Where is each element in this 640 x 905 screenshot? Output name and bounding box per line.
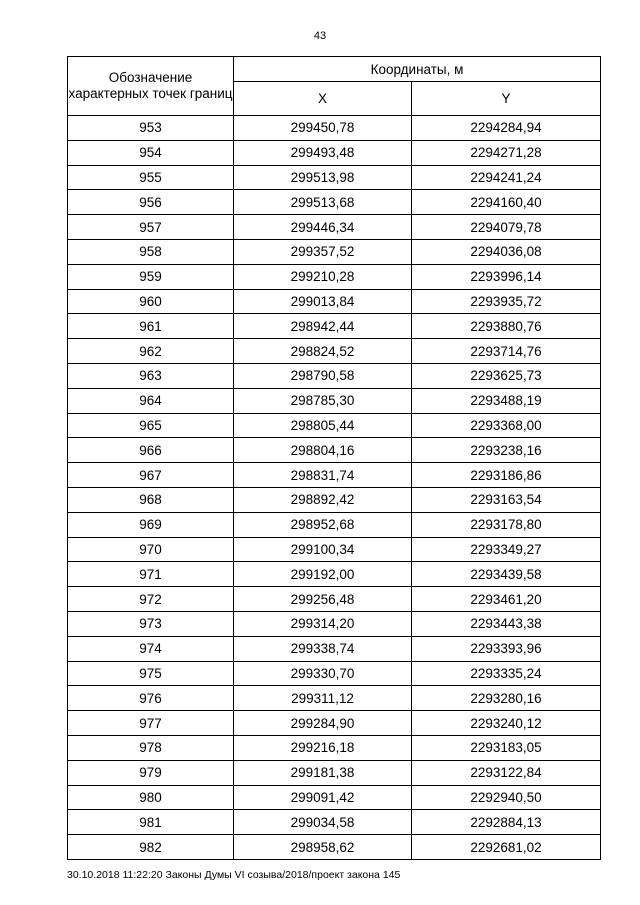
x-cell: 298805,44 [234, 413, 412, 438]
y-cell: 2294036,08 [412, 239, 601, 264]
point-cell: 980 [68, 785, 234, 810]
x-cell: 299091,42 [234, 785, 412, 810]
point-cell: 965 [68, 413, 234, 438]
point-cell: 970 [68, 537, 234, 562]
table-row [68, 339, 601, 364]
y-cell: 2293443,38 [412, 611, 601, 636]
point-cell: 968 [68, 487, 234, 512]
x-cell: 299216,18 [234, 735, 412, 760]
y-cell: 2293996,14 [412, 264, 601, 289]
table-row [68, 661, 601, 686]
x-cell: 299513,98 [234, 165, 412, 190]
table-row [68, 636, 601, 661]
y-cell: 2293393,96 [412, 636, 601, 661]
y-cell: 2293178,80 [412, 512, 601, 537]
point-cell: 955 [68, 165, 234, 190]
y-cell: 2293335,24 [412, 661, 601, 686]
x-cell: 299192,00 [234, 562, 412, 587]
x-cell: 298952,68 [234, 512, 412, 537]
table-row [68, 587, 601, 612]
point-cell: 979 [68, 760, 234, 785]
point-cell: 973 [68, 611, 234, 636]
x-cell: 299513,68 [234, 190, 412, 215]
header-y: Y [412, 82, 601, 116]
table-row [68, 215, 601, 240]
y-cell: 2293714,76 [412, 339, 601, 364]
x-cell: 299210,28 [234, 264, 412, 289]
table-row [68, 562, 601, 587]
point-cell: 966 [68, 438, 234, 463]
point-cell: 961 [68, 314, 234, 339]
point-cell: 958 [68, 239, 234, 264]
table-row [68, 116, 601, 141]
point-cell: 982 [68, 835, 234, 860]
y-cell: 2293163,54 [412, 487, 601, 512]
y-cell: 2293439,58 [412, 562, 601, 587]
point-cell: 981 [68, 810, 234, 835]
table-row [68, 487, 601, 512]
y-cell: 2293488,19 [412, 388, 601, 413]
header-point-name: Обозначение характерных точек границ [68, 57, 234, 116]
table-body [68, 116, 601, 860]
y-cell: 2294079,78 [412, 215, 601, 240]
y-cell: 2294284,94 [412, 116, 601, 141]
x-cell: 299338,74 [234, 636, 412, 661]
y-cell: 2293935,72 [412, 289, 601, 314]
table-row [68, 264, 601, 289]
y-cell: 2293349,27 [412, 537, 601, 562]
y-cell: 2293368,00 [412, 413, 601, 438]
table-row [68, 140, 601, 165]
table-row [68, 438, 601, 463]
table-row [68, 611, 601, 636]
x-cell: 298958,62 [234, 835, 412, 860]
x-cell: 298804,16 [234, 438, 412, 463]
point-cell: 956 [68, 190, 234, 215]
y-cell: 2293280,16 [412, 686, 601, 711]
x-cell: 299284,90 [234, 711, 412, 736]
point-cell: 964 [68, 388, 234, 413]
y-cell: 2294160,40 [412, 190, 601, 215]
point-cell: 954 [68, 140, 234, 165]
table-row [68, 711, 601, 736]
y-cell: 2294241,24 [412, 165, 601, 190]
table-row [68, 190, 601, 215]
x-cell: 299181,38 [234, 760, 412, 785]
table-row [68, 735, 601, 760]
table-row [68, 413, 601, 438]
table-row [68, 785, 601, 810]
point-cell: 978 [68, 735, 234, 760]
table-row [68, 512, 601, 537]
point-cell: 977 [68, 711, 234, 736]
x-cell: 299330,70 [234, 661, 412, 686]
x-cell: 299013,84 [234, 289, 412, 314]
table-row [68, 289, 601, 314]
x-cell: 298831,74 [234, 463, 412, 488]
footer-text: 30.10.2018 11:22:20 Законы Думы VI созыва/2018/проект закона 145 [67, 869, 401, 881]
x-cell: 299256,48 [234, 587, 412, 612]
point-cell: 971 [68, 562, 234, 587]
point-cell: 975 [68, 661, 234, 686]
header-coordinates: Координаты, м [234, 57, 601, 82]
x-cell: 298824,52 [234, 339, 412, 364]
table-row [68, 686, 601, 711]
y-cell: 2293238,16 [412, 438, 601, 463]
x-cell: 298785,30 [234, 388, 412, 413]
y-cell: 2292884,13 [412, 810, 601, 835]
table-row [68, 463, 601, 488]
x-cell: 298942,44 [234, 314, 412, 339]
x-cell: 299493,48 [234, 140, 412, 165]
table-row [68, 239, 601, 264]
point-cell: 960 [68, 289, 234, 314]
x-cell: 298790,58 [234, 363, 412, 388]
page-number: 43 [313, 30, 327, 42]
y-cell: 2293625,73 [412, 363, 601, 388]
point-cell: 959 [68, 264, 234, 289]
coordinates-table [67, 56, 601, 860]
x-cell: 298892,42 [234, 487, 412, 512]
table-row [68, 835, 601, 860]
y-cell: 2293183,05 [412, 735, 601, 760]
x-cell: 299446,34 [234, 215, 412, 240]
point-cell: 976 [68, 686, 234, 711]
point-cell: 967 [68, 463, 234, 488]
y-cell: 2293122,84 [412, 760, 601, 785]
y-cell: 2292681,02 [412, 835, 601, 860]
x-cell: 299100,34 [234, 537, 412, 562]
table-row [68, 165, 601, 190]
y-cell: 2294271,28 [412, 140, 601, 165]
table-row [68, 314, 601, 339]
table-row [68, 363, 601, 388]
header-x: X [234, 82, 412, 116]
table-row [68, 537, 601, 562]
point-cell: 969 [68, 512, 234, 537]
x-cell: 299450,78 [234, 116, 412, 141]
point-cell: 972 [68, 587, 234, 612]
point-cell: 962 [68, 339, 234, 364]
point-cell: 963 [68, 363, 234, 388]
y-cell: 2292940,50 [412, 785, 601, 810]
table-row [68, 810, 601, 835]
y-cell: 2293240,12 [412, 711, 601, 736]
x-cell: 299311,12 [234, 686, 412, 711]
table-row [68, 760, 601, 785]
x-cell: 299357,52 [234, 239, 412, 264]
table-row [68, 388, 601, 413]
y-cell: 2293880,76 [412, 314, 601, 339]
point-cell: 974 [68, 636, 234, 661]
point-cell: 957 [68, 215, 234, 240]
x-cell: 299034,58 [234, 810, 412, 835]
y-cell: 2293186,86 [412, 463, 601, 488]
point-cell: 953 [68, 116, 234, 141]
x-cell: 299314,20 [234, 611, 412, 636]
y-cell: 2293461,20 [412, 587, 601, 612]
